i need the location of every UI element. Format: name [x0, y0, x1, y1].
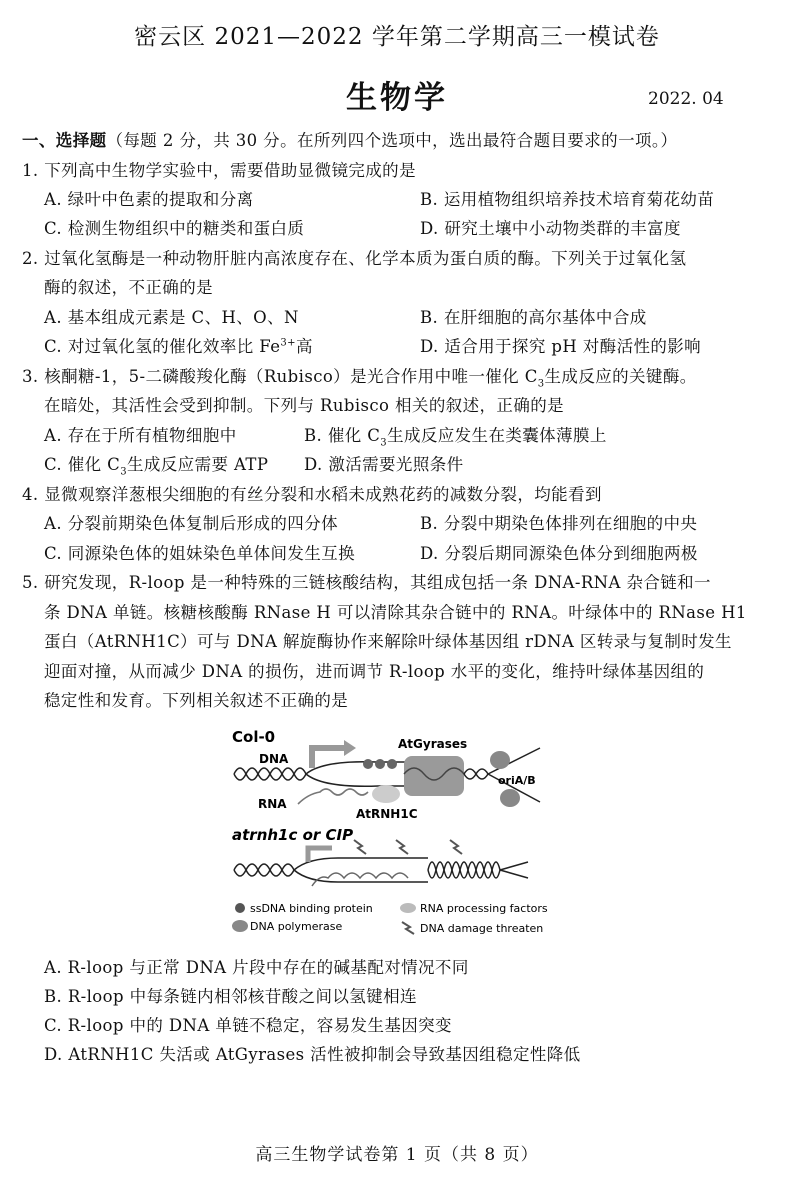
page-footer: 高三生物学试卷第 1 页（共 8 页）: [255, 1145, 539, 1165]
exam-date: 2022. 04: [648, 89, 724, 109]
q2-option-a: A. 基本组成元素是 C、H、O、N: [44, 308, 299, 327]
damage-bolt-2: [396, 840, 408, 854]
q5-stem-line3: 蛋白（AtRNH1C）可与 DNA 解旋酶协作来解除叶绿体基因组 rDNA 区转录与复制时发生: [44, 632, 732, 651]
q2-stem-line1: 2. 过氧化氢酶是一种动物肝脏内高浓度存在、化学本质为蛋白质的酶。下列关于过氧化氢: [22, 249, 687, 268]
q2-option-c: [44, 337, 313, 357]
q3-option-c: [44, 455, 269, 478]
q3-stem-sub: 3: [537, 378, 545, 390]
figure-label-col0: Col-0: [232, 728, 276, 746]
section-title: 一、选择题: [22, 131, 107, 150]
q3-stem-text: 3. 核酮糖-1，5-二磷酸羧化酶（Rubisco）是光合作用中唯一催化 C: [22, 367, 538, 386]
q3-option-c-sub: 3: [120, 466, 127, 478]
ssdna-binding-protein-1: [363, 759, 373, 769]
legend-rnaproc: RNA processing factors: [420, 902, 548, 915]
supercoil-2: [428, 862, 500, 878]
q3-option-a: A. 存在于所有植物细胞中: [44, 426, 237, 445]
legend-damage-icon: [402, 922, 414, 934]
mutant-bubble-top: [294, 858, 428, 870]
q5-option-a: A. R-loop 与正常 DNA 片段中存在的碱基配对情况不同: [44, 958, 469, 977]
r-loop-figure: [228, 722, 568, 942]
q3-option-c-text: C. 催化 C: [44, 455, 121, 474]
q2-option-c-text: C. 对过氧化氢的催化效率比 Fe: [44, 337, 281, 356]
figure-label-oria: oriA/B: [498, 774, 536, 787]
q2-stem-line2: 酶的叙述，不正确的是: [44, 278, 213, 297]
q4-stem: 4. 显微观察洋葱根尖细胞的有丝分裂和水稻未成熟花药的减数分裂，均能看到: [22, 485, 602, 504]
figure-label-atgyrases: AtGyrases: [398, 737, 468, 751]
mutant-end-2: [500, 870, 528, 878]
legend-ssdna-icon: [235, 903, 245, 913]
q4-option-a: A. 分裂前期染色体复制后形成的四分体: [44, 514, 339, 533]
q5-option-d: D. AtRNH1C 失活或 AtGyrases 活性被抑制会导致基因组稳定性降低: [44, 1045, 581, 1064]
q5-stem-line4: 迎面对撞，从而减少 DNA 的损伤，进而调节 R-loop 水平的变化，维持叶绿体基因组的: [44, 662, 705, 681]
damage-bolt-3: [450, 840, 462, 854]
q3-option-b: [304, 426, 607, 449]
q2-option-c-charge: 3+: [280, 337, 296, 349]
q2-option-b: B. 在肝细胞的高尔基体中合成: [420, 308, 647, 327]
promoter-arrowhead: [344, 740, 356, 756]
q3-option-b-sub: 3: [380, 437, 388, 449]
q1-option-a: A. 绿叶中色素的提取和分离: [44, 190, 254, 209]
q1-option-d: D. 研究土壤中小动物类群的丰富度: [420, 219, 681, 238]
dna-helix-strand-2: [234, 768, 306, 780]
rna-strand: [298, 789, 368, 804]
legend-dnapol-icon: [232, 920, 248, 932]
supercoil-1: [428, 862, 500, 878]
damage-bolt-1: [354, 840, 366, 854]
q5-option-b: B. R-loop 中每条链内相邻核苷酸之间以氢键相连: [44, 987, 417, 1006]
q2-option-d: D. 适合用于探究 pH 对酶活性的影响: [420, 337, 702, 356]
q3-option-b-text: B. 催化 C: [304, 426, 381, 445]
q3-stem-end: 生成反应的关键酶。: [544, 367, 697, 386]
q4-option-d: D. 分裂后期同源染色体分到细胞两极: [420, 544, 698, 563]
mutant-rna-strand: [312, 873, 408, 886]
atrnh1c-protein: [372, 785, 400, 803]
q1-option-b: B. 运用植物组织培养技术培育菊花幼苗: [420, 190, 715, 209]
legend-ssdna: ssDNA binding protein: [250, 902, 373, 915]
ssdna-binding-protein-2: [375, 759, 385, 769]
dna-polymerase-2: [500, 789, 520, 807]
ssdna-binding-protein-3: [387, 759, 397, 769]
q2-option-c-end: 高: [295, 337, 313, 356]
legend-rnaproc-icon: [400, 903, 416, 913]
subject-title: 生物学: [346, 80, 448, 116]
q3-option-d: D. 激活需要光照条件: [304, 455, 464, 474]
q1-stem: 1. 下列高中生物学实验中，需要借助显微镜完成的是: [22, 161, 416, 180]
figure-label-atrnh1c: AtRNH1C: [356, 807, 418, 821]
q3-stem-line1: [22, 367, 697, 390]
q5-option-c: C. R-loop 中的 DNA 单链不稳定，容易发生基因突变: [44, 1016, 452, 1035]
q4-option-c: C. 同源染色体的姐妹染色单体间发生互换: [44, 544, 356, 563]
section-instructions: （每题 2 分，共 30 分。在所列四个选项中，选出最符合题目要求的一项。）: [106, 131, 678, 150]
q3-stem-line2: 在暗处，其活性会受到抑制。下列与 Rubisco 相关的叙述，正确的是: [44, 396, 565, 415]
mutant-end-1: [500, 862, 528, 870]
figure-label-rna: RNA: [258, 797, 287, 811]
q4-option-b: B. 分裂中期染色体排列在细胞的中央: [420, 514, 698, 533]
legend-damage: DNA damage threaten: [420, 922, 544, 935]
q5-stem-line2: 条 DNA 单链。核糖核酸酶 RNase H 可以清除其杂合链中的 RNA。叶绿体中的 RNase H1: [44, 603, 747, 622]
q3-option-c-end: 生成反应需要 ATP: [126, 455, 269, 474]
q3-option-b-end: 生成反应发生在类囊体薄膜上: [387, 426, 607, 445]
q1-option-c: C. 检测生物组织中的糖类和蛋白质: [44, 219, 305, 238]
dna-polymerase-1: [490, 751, 510, 769]
exam-title: 密云区 2021—2022 学年第二学期高三一模试卷: [134, 24, 660, 50]
figure-label-mutant: atrnh1c or CIP: [232, 826, 354, 844]
q5-stem-line1: 5. 研究发现，R-loop 是一种特殊的三链核酸结构，其组成包括一条 DNA-RNA 杂合链和一: [22, 573, 711, 592]
legend-dnapol: DNA polymerase: [250, 920, 343, 933]
q5-stem-line5: 稳定性和发育。下列相关叙述不正确的是: [44, 691, 349, 710]
section-heading: [22, 131, 677, 151]
figure-label-dna: DNA: [259, 752, 289, 766]
atgyrases-enzyme: [404, 756, 464, 796]
